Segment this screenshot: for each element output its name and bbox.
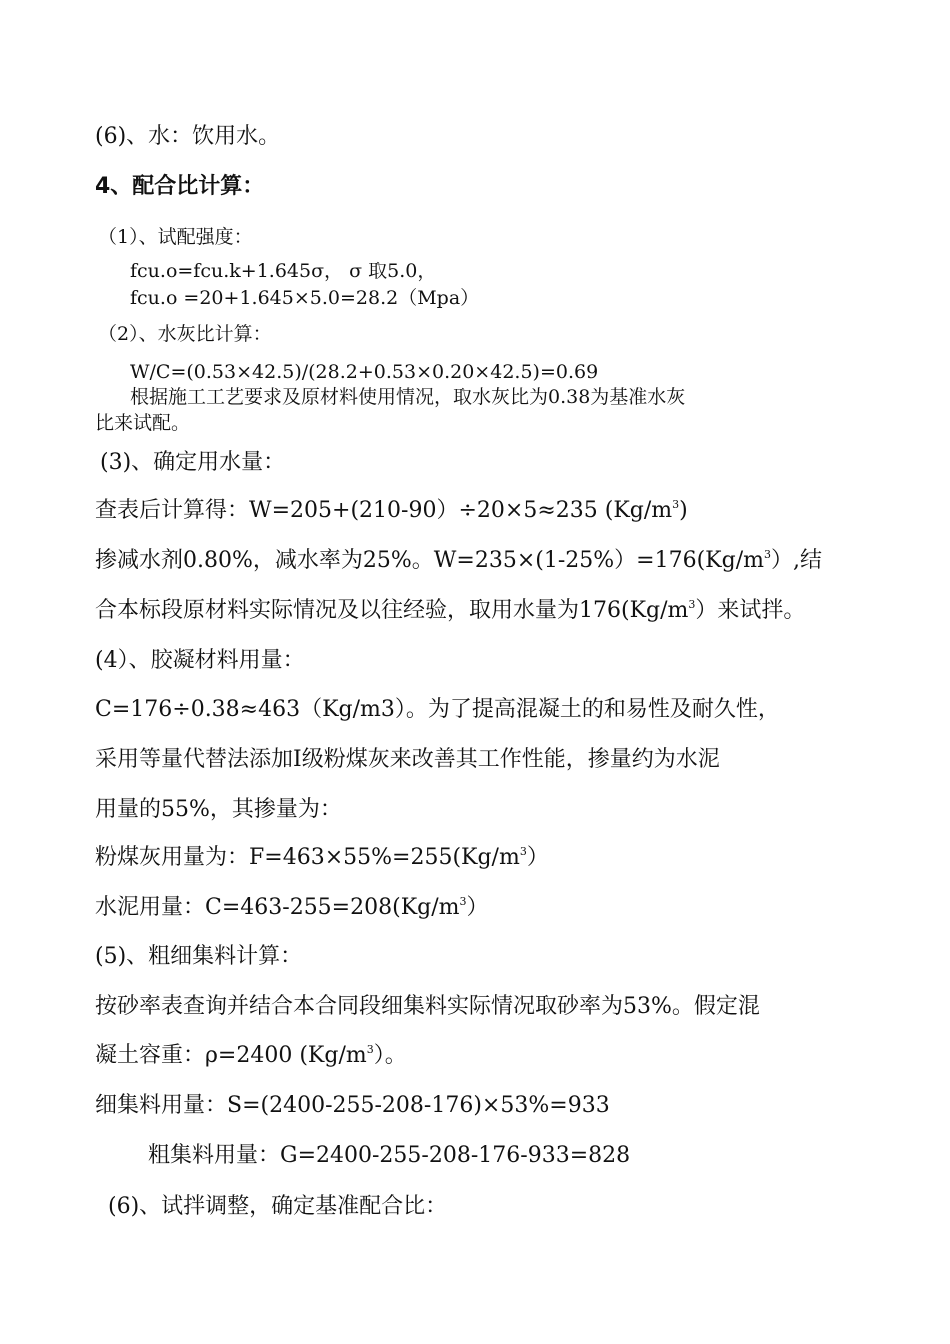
- unit-exponent: 3: [366, 1043, 374, 1056]
- table-calc-end: ): [679, 498, 688, 523]
- combine-line: [95, 600, 805, 622]
- water-amount-heading: (3)、确定用水量：: [100, 450, 286, 475]
- combine-text: 合本标段原材料实际情况及以往经验，取用水量为176(Kg/m: [95, 598, 689, 623]
- section-title: 4、配合比计算：: [95, 174, 265, 199]
- table-calc-text: 查表后计算得：W=205+(210-90）÷20×5≈235 (Kg/m: [95, 498, 673, 523]
- density-text: 凝土容重：ρ=2400 (Kg/m: [95, 1043, 367, 1068]
- unit-exponent: 3: [459, 895, 467, 908]
- unit-exponent: 3: [763, 548, 771, 561]
- admixture-end: ）,结: [770, 548, 822, 573]
- fcu-formula-1: fcu.o=fcu.k+1.645σ， σ 取5.0，: [130, 260, 437, 282]
- unit-exponent: 3: [688, 598, 696, 611]
- wc-note-2: 比来试配。: [95, 412, 191, 434]
- cement-amount-text: 水泥用量：C=463-255=208(Kg/m: [95, 895, 460, 920]
- flyash-amount-line: [95, 847, 549, 869]
- sand-ratio: 按砂率表查询并结合本合同段细集料实际情况取砂率为53%。假定混: [95, 994, 760, 1019]
- unit-exponent: 3: [519, 845, 527, 858]
- flyash-amount-end: ）: [526, 845, 549, 870]
- wc-note-1: 根据施工工艺要求及原材料使用情况，取水灰比为0.38为基准水灰: [130, 386, 686, 408]
- unit-exponent: 3: [672, 498, 680, 511]
- cement-amount-line: [95, 897, 489, 919]
- fcu-formula-2: fcu.o =20+1.645×5.0=28.2（Mpa）: [130, 287, 480, 309]
- adjust-heading: (6)、试拌调整，确定基准配合比：: [108, 1194, 448, 1219]
- flyash-method: 采用等量代替法添加Ⅰ级粉煤灰来改善其工作性能，掺量约为水泥: [95, 747, 720, 772]
- water-item: (6)、水：饮用水。: [95, 124, 281, 149]
- density-end: ）。: [373, 1043, 407, 1068]
- cement-amount-end: ）: [466, 895, 489, 920]
- density-line: [95, 1045, 407, 1067]
- table-calc-line: [95, 500, 688, 522]
- fine-aggregate: 细集料用量：S=(2400-255-208-176)×53%=933: [95, 1093, 610, 1118]
- combine-end: ）来试拌。: [695, 598, 806, 623]
- wc-heading: （2）、水灰比计算：: [98, 323, 272, 345]
- flyash-amount-text: 粉煤灰用量为：F=463×55%=255(Kg/m: [95, 845, 520, 870]
- flyash-ratio: 用量的55%，其掺量为：: [95, 797, 342, 822]
- admixture-text: 掺减水剂0.80%，减水率为25%。W=235×(1-25%）=176(Kg/m: [95, 548, 764, 573]
- admixture-line: [95, 550, 822, 572]
- trial-strength-heading: （1）、试配强度：: [98, 226, 253, 248]
- aggregate-heading: (5)、粗细集料计算：: [95, 944, 303, 969]
- wc-formula: W/C=(0.53×42.5)/(28.2+0.53×0.20×42.5)=0.69: [130, 361, 599, 383]
- cement-calc: C=176÷0.38≈463（Kg/m3）。为了提高混凝土的和易性及耐久性，: [95, 697, 780, 722]
- binder-heading: (4）、胶凝材料用量：: [95, 648, 305, 673]
- coarse-aggregate: 粗集料用量：G=2400-255-208-176-933=828: [148, 1143, 631, 1168]
